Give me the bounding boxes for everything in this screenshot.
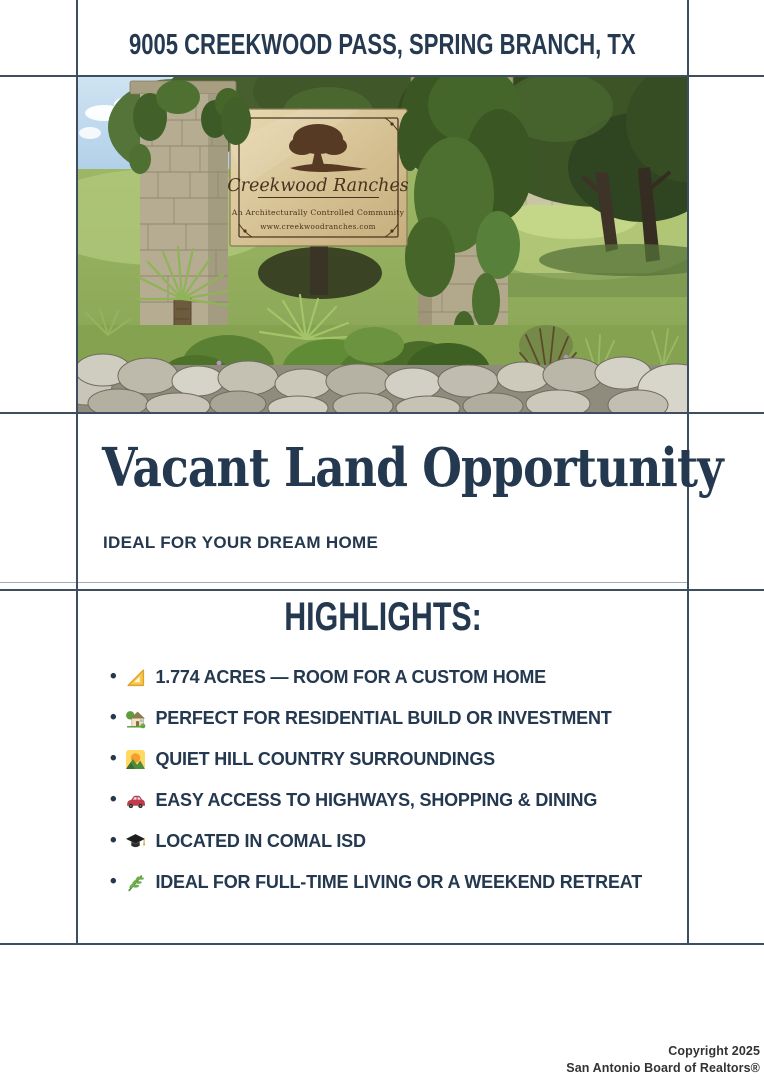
bullet-dot: • (110, 789, 117, 810)
property-address: 9005 CREEKWOOD PASS, SPRING BRANCH, TX (129, 29, 636, 61)
highlight-item-residential (110, 708, 687, 728)
sign-tagline-text: An Architecturally Controlled Community (231, 208, 405, 217)
highlights-list (78, 667, 687, 892)
graduation-cap-icon (125, 831, 146, 852)
highlights-title-text: HIGHLIGHTS: (283, 595, 482, 639)
page-subtitle: IDEAL FOR YOUR DREAM HOME (103, 532, 379, 552)
highlight-item-school (110, 831, 687, 851)
header (78, 0, 687, 75)
highlight-text: 1.774 ACRES — ROOM FOR A CUSTOM HOME (155, 666, 546, 687)
bullet-dot: • (110, 830, 117, 851)
highlights-title (78, 595, 687, 640)
highlight-text: QUIET HILL COUNTRY SURROUNDINGS (155, 748, 495, 769)
red-car-icon (125, 790, 146, 811)
sign-website-text: www.creekwoodranches.com (260, 222, 376, 231)
page-title (102, 437, 723, 499)
herb-sprig-icon (125, 872, 146, 893)
highlight-text: IDEAL FOR FULL-TIME LIVING OR A WEEKEND RETREAT (155, 871, 643, 892)
house-with-garden-icon (125, 708, 146, 729)
highlight-item-lifestyle (110, 872, 687, 892)
sunrise-over-mountains-icon (125, 749, 146, 770)
highlight-item-acres (110, 667, 687, 687)
highlight-text: LOCATED IN COMAL ISD (155, 830, 366, 851)
copyright-watermark (566, 1043, 760, 1077)
triangular-ruler-icon (125, 667, 146, 688)
grid-line-horizontal-bottom (0, 943, 764, 945)
highlight-item-surroundings (110, 749, 687, 769)
bullet-dot: • (110, 666, 117, 687)
bullet-dot: • (110, 707, 117, 728)
highlights-section (78, 591, 687, 943)
property-photo (78, 77, 687, 412)
hero-section (78, 414, 723, 582)
copyright-line2: San Antonio Board of Realtors® (566, 1060, 760, 1075)
bullet-dot: • (110, 748, 117, 769)
creekwood-ranches-sign (227, 109, 409, 246)
highlight-text: PERFECT FOR RESIDENTIAL BUILD OR INVESTMENT (155, 707, 612, 728)
page-title-text: Vacant Land Opportunity (102, 437, 723, 499)
highlight-item-access (110, 790, 687, 810)
ivy-overlap-left (221, 97, 251, 145)
grid-line-horizontal-light (0, 582, 688, 583)
copyright-line1: Copyright 2025 (668, 1044, 760, 1058)
highlight-text: EASY ACCESS TO HIGHWAYS, SHOPPING & DINING (155, 789, 598, 810)
sign-name-text: Creekwood Ranches (227, 176, 409, 196)
ivy-overlap-right (398, 111, 422, 171)
bullet-dot: • (110, 871, 117, 892)
